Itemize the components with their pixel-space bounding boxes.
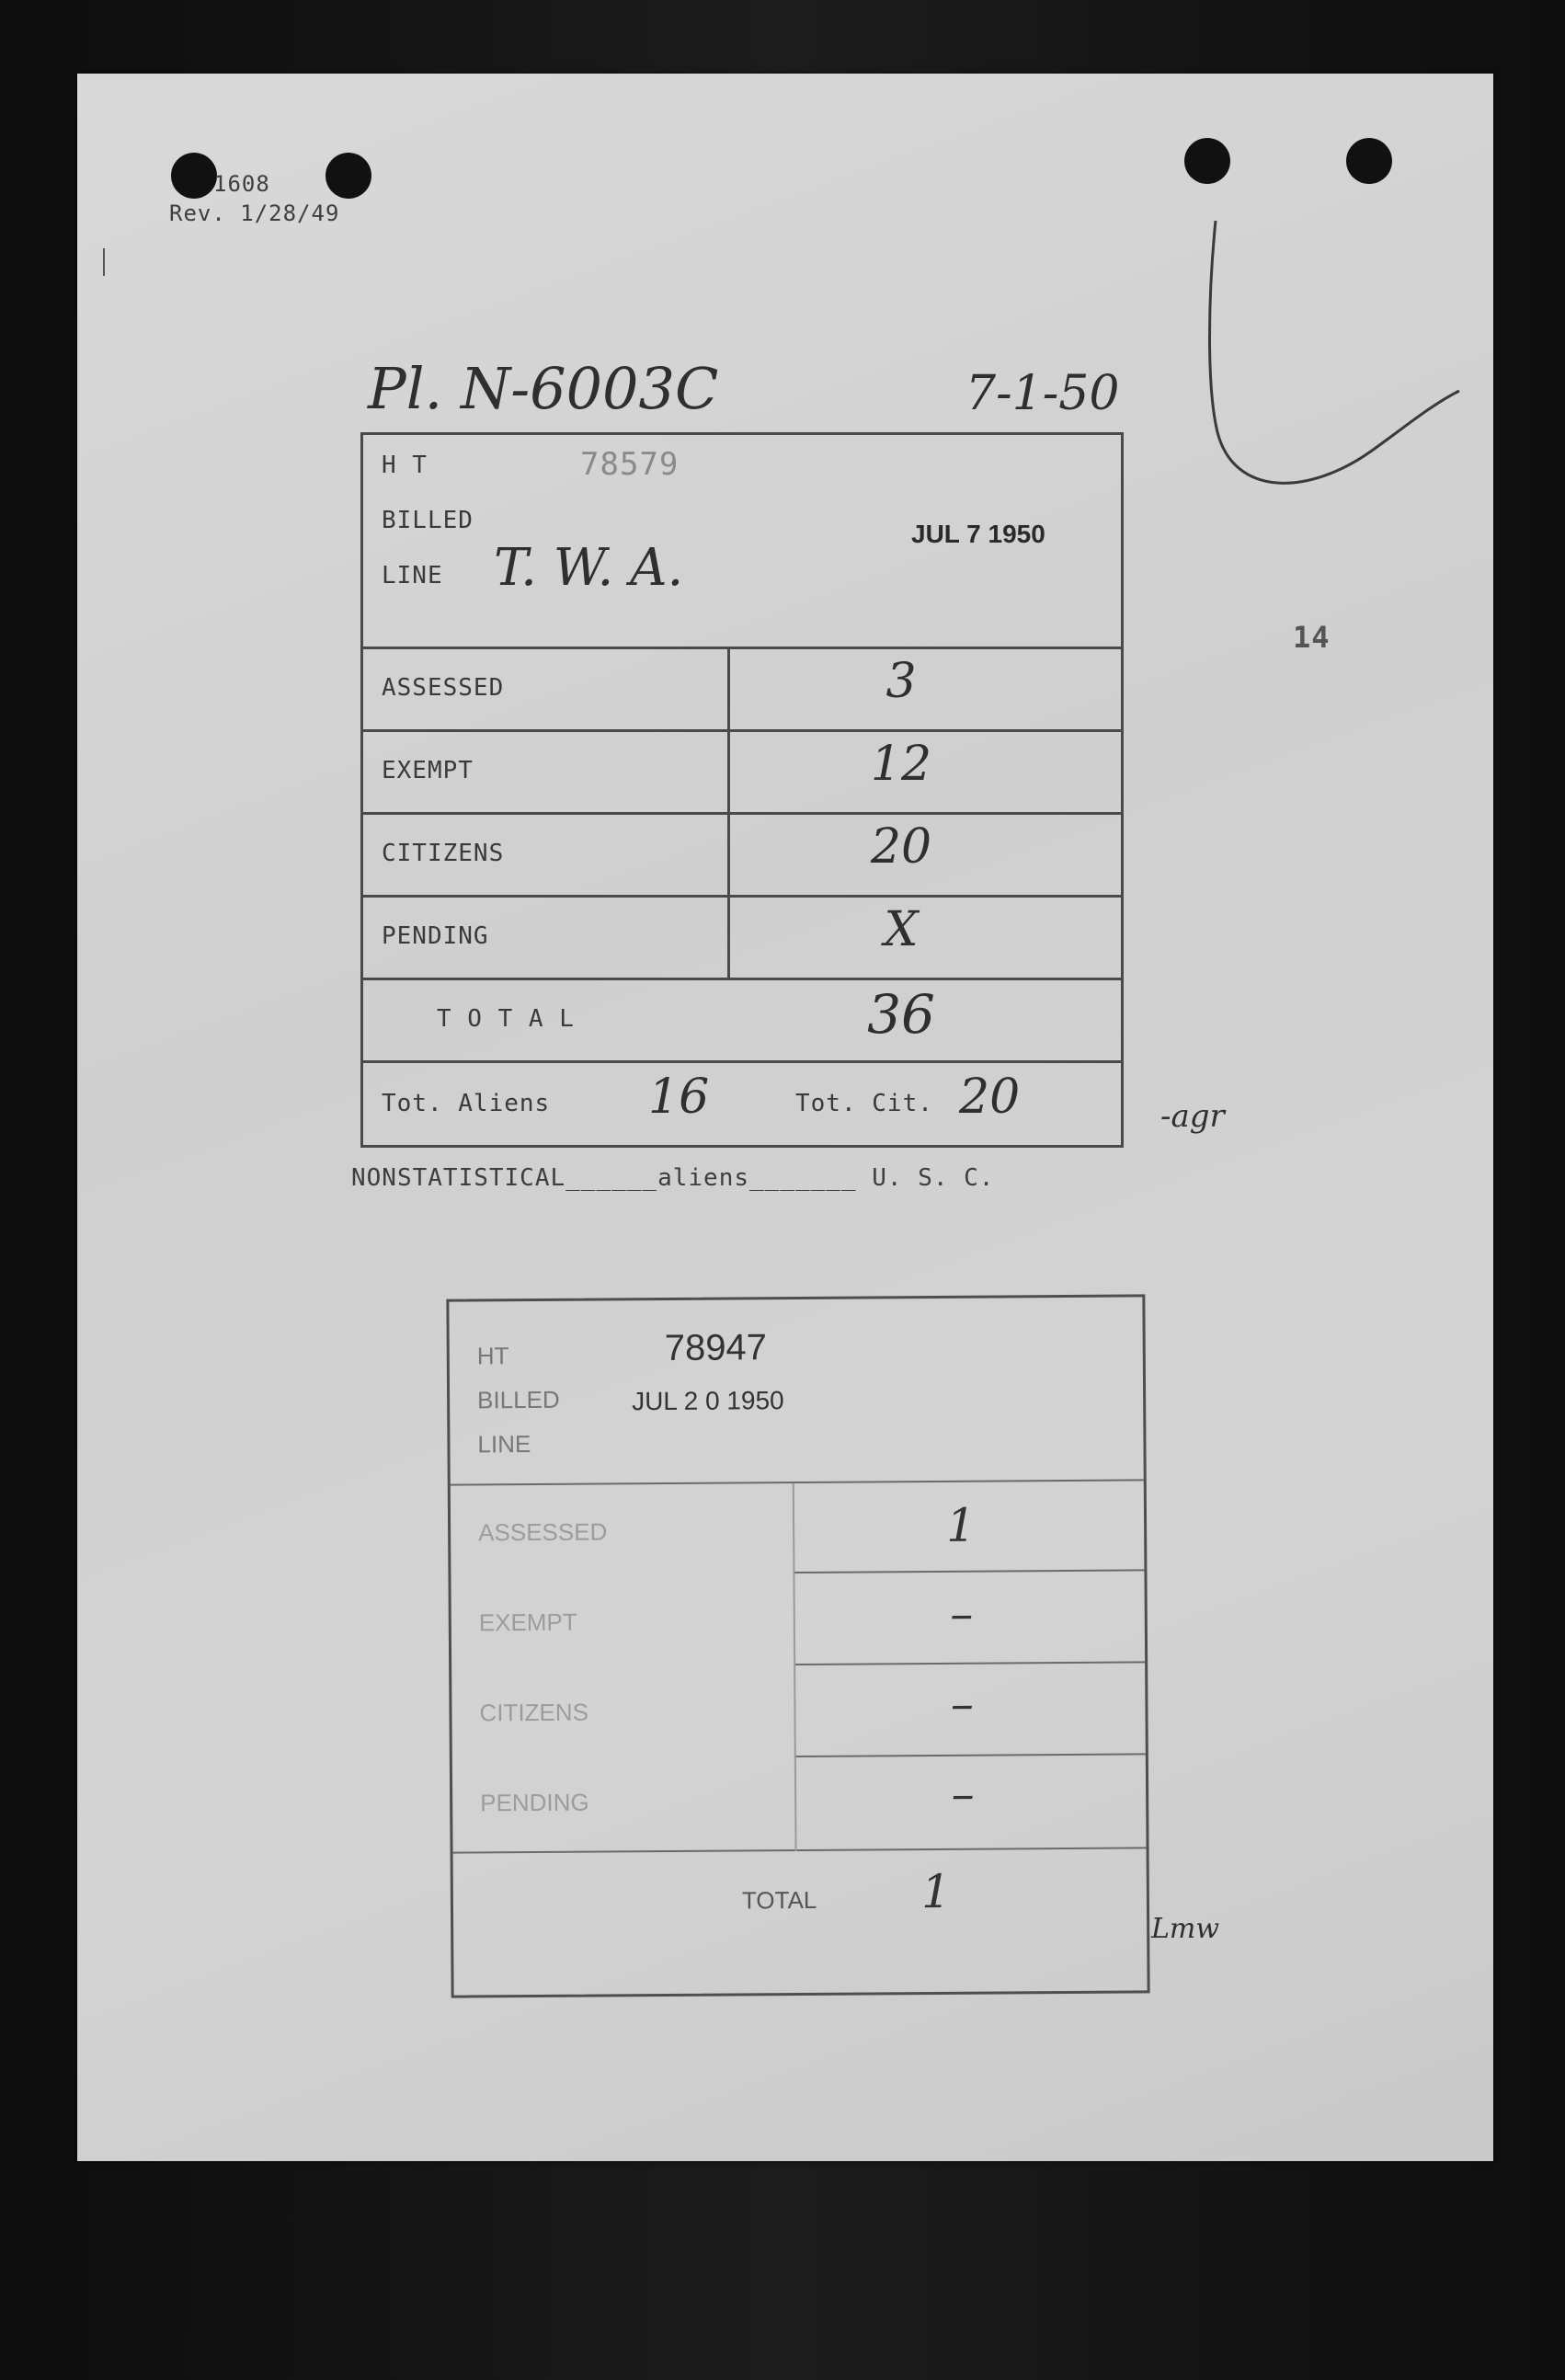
initials: Lmw (1151, 1913, 1220, 1945)
total-label: T O T A L (437, 1005, 575, 1033)
blank-line: _______ (749, 1164, 857, 1192)
citizens-label: CITIZENS (479, 1698, 589, 1727)
initials: -agr (1160, 1098, 1225, 1135)
divider (453, 1847, 1147, 1853)
assessed-label: ASSESSED (478, 1517, 608, 1547)
divider (794, 1753, 1146, 1757)
check-mark-icon (1206, 221, 1464, 524)
exempt-value: 12 (870, 737, 932, 792)
document-date: 7-1-50 (965, 366, 1120, 421)
punch-hole (1346, 138, 1392, 184)
pending-value: – (951, 1767, 975, 1821)
aliens-label: aliens (657, 1164, 749, 1192)
pending-label: PENDING (382, 922, 489, 950)
total-label: TOTAL (741, 1885, 817, 1915)
blank-line: ______ (565, 1164, 658, 1192)
divider (451, 1479, 1144, 1485)
punch-hole (171, 153, 217, 199)
ht-label: HT (476, 1342, 509, 1370)
divider (793, 1569, 1144, 1573)
margin-tick (103, 248, 105, 276)
billed-label: BILLED (382, 507, 474, 534)
exempt-label: EXEMPT (478, 1608, 577, 1637)
nonstatistical-label: NONSTATISTICAL (351, 1164, 566, 1192)
line-label: LINE (382, 562, 443, 589)
column-divider (727, 648, 730, 979)
citizens-value: 20 (870, 819, 932, 875)
divider (363, 1060, 1121, 1063)
assessed-value: 3 (885, 654, 917, 709)
divider (363, 646, 1121, 649)
exempt-value: – (950, 1586, 974, 1641)
page-number: 14 (1293, 620, 1331, 655)
assessed-label: ASSESSED (382, 674, 505, 702)
total-value: 36 (867, 983, 935, 1046)
date-stamp: JUL 2 0 1950 (632, 1386, 784, 1416)
divider (794, 1661, 1145, 1665)
tot-aliens-value: 16 (648, 1070, 710, 1125)
punch-hole (1184, 138, 1230, 184)
citizens-label: CITIZENS (382, 840, 505, 867)
tot-cit-label: Tot. Cit. (795, 1090, 933, 1117)
nonstatistical-line (351, 1164, 994, 1192)
assessed-value: 1 (945, 1498, 977, 1552)
tot-aliens-label: Tot. Aliens (382, 1090, 551, 1117)
date-stamp: JUL 7 1950 (911, 520, 1045, 548)
line-label: LINE (477, 1430, 531, 1459)
billed-label: BILLED (477, 1385, 560, 1414)
punch-hole (326, 153, 371, 199)
total-value: 1 (920, 1864, 951, 1919)
tot-cit-value: 20 (959, 1070, 1021, 1125)
divider (363, 812, 1121, 815)
pending-label: PENDING (480, 1788, 589, 1817)
file-reference: Pl. N-6003C (368, 355, 719, 422)
divider (363, 978, 1121, 980)
ht-label: H T (382, 452, 428, 479)
ht-card-78579 (360, 432, 1124, 1148)
airline-value: T. W. A. (494, 538, 684, 598)
ht-card-78947 (446, 1294, 1149, 1997)
form-number: 1608 (213, 171, 270, 197)
ht-number: 78947 (664, 1327, 768, 1369)
citizens-value: – (950, 1676, 975, 1731)
usc-label: U. S. C. (872, 1164, 995, 1192)
ht-number: 78579 (580, 446, 680, 483)
pending-value: X (884, 902, 919, 957)
column-divider (793, 1483, 797, 1851)
divider (363, 729, 1121, 732)
exempt-label: EXEMPT (382, 757, 474, 784)
divider (363, 895, 1121, 898)
form-revision: Rev. 1/28/49 (169, 200, 340, 226)
